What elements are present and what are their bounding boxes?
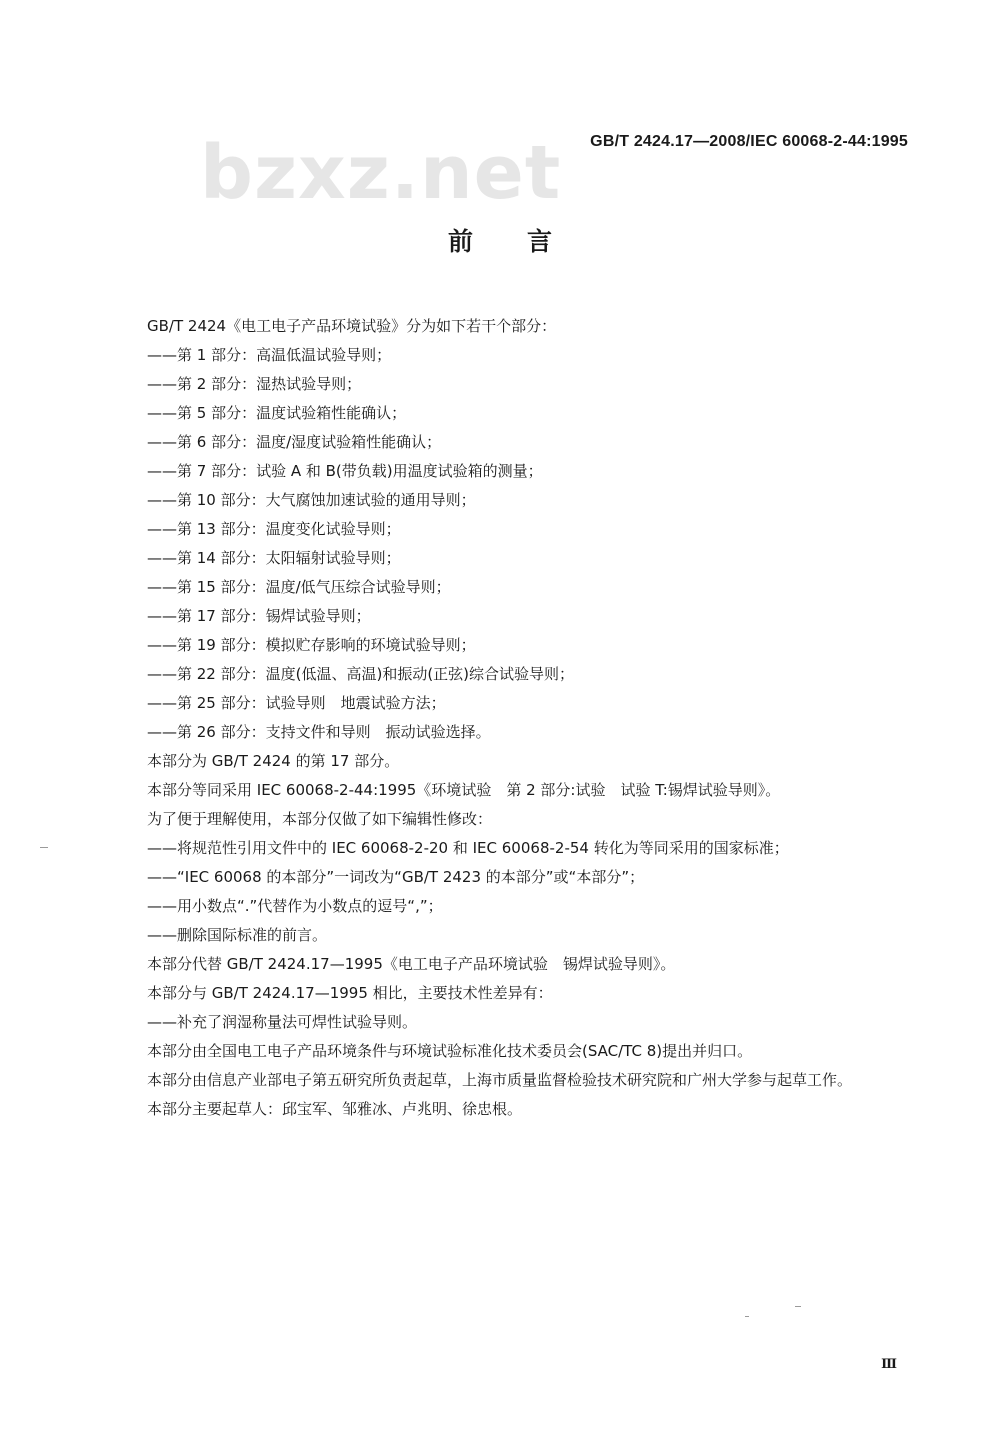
standard-code: GB/T 2424.17—2008/IEC 60068-2-44:1995 — [590, 133, 908, 150]
watermark: bzxz.net — [200, 130, 562, 216]
scan-speck — [745, 1316, 749, 1317]
edit-list-item: ——用小数点“.”代替作为小数点的逗号“,”； — [147, 897, 443, 915]
scan-speck — [795, 1306, 801, 1307]
this-part-paragraph: 本部分为 GB/T 2424 的第 17 部分。 — [147, 752, 400, 770]
edit-list-item: ——“IEC 60068 的本部分”一词改为“GB/T 2423 的本部分”或“本部分”； — [147, 868, 645, 886]
part-list-item: ——第 7 部分：试验 A 和 B(带负载)用温度试验箱的测量； — [147, 462, 543, 480]
edits-intro: 为了便于理解使用，本部分仅做了如下编辑性修改： — [147, 810, 493, 828]
changes-intro: 本部分与 GB/T 2424.17—1995 相比，主要技术性差异有： — [147, 984, 553, 1002]
foreword-body — [147, 312, 912, 1124]
drafters-paragraph: 本部分主要起草人：邱宝军、邹雅冰、卢兆明、徐忠根。 — [147, 1100, 523, 1118]
part-list-item: ——第 10 部分：大气腐蚀加速试验的通用导则； — [147, 491, 476, 509]
replaces-paragraph: 本部分代替 GB/T 2424.17—1995《电工电子产品环境试验 锡焊试验导则》。 — [147, 955, 676, 973]
drafted-by-paragraph: 本部分由信息产业部电子第五研究所负责起草，上海市质量监督检验技术研究院和广州大学参与起草工作。 — [147, 1071, 853, 1089]
part-list-item: ——第 6 部分：温度/湿度试验箱性能确认； — [147, 433, 442, 451]
adoption-paragraph: 本部分等同采用 IEC 60068-2-44:1995《环境试验 第 2 部分:试验 试验 T:锡焊试验导则》。 — [147, 781, 781, 799]
part-list-item: ——第 17 部分：锡焊试验导则； — [147, 607, 371, 625]
proposed-by-paragraph: 本部分由全国电工电子产品环境条件与环境试验标准化技术委员会(SAC/TC 8)提出并归口。 — [147, 1042, 753, 1060]
page-number: Ⅲ — [881, 1357, 897, 1372]
scan-speck — [40, 847, 48, 848]
part-list-item: ——第 22 部分：温度(低温、高温)和振动(正弦)综合试验导则； — [147, 665, 575, 683]
part-list-item: ——第 2 部分：湿热试验导则； — [147, 375, 362, 393]
part-list-item: ——第 13 部分：温度变化试验导则； — [147, 520, 401, 538]
intro-paragraph: GB/T 2424《电工电子产品环境试验》分为如下若干个部分： — [147, 317, 557, 335]
part-list-item: ——第 26 部分：支持文件和导则 振动试验选择。 — [147, 723, 491, 741]
change-list-item: ——补充了润湿称量法可焊性试验导则。 — [147, 1013, 418, 1031]
part-list-item: ——第 14 部分：太阳辐射试验导则； — [147, 549, 401, 567]
edit-list-item: ——将规范性引用文件中的 IEC 60068-2-20 和 IEC 60068-2-54 转化为等同采用的国家标准； — [147, 839, 789, 857]
part-list-item: ——第 1 部分：高温低温试验导则； — [147, 346, 392, 364]
part-list-item: ——第 5 部分：温度试验箱性能确认； — [147, 404, 407, 422]
part-list-item: ——第 15 部分：温度/低气压综合试验导则； — [147, 578, 451, 596]
page-title: 前言 — [447, 227, 606, 256]
part-list-item: ——第 25 部分：试验导则 地震试验方法； — [147, 694, 446, 712]
part-list-item: ——第 19 部分：模拟贮存影响的环境试验导则； — [147, 636, 476, 654]
edit-list-item: ——删除国际标准的前言。 — [147, 926, 328, 944]
